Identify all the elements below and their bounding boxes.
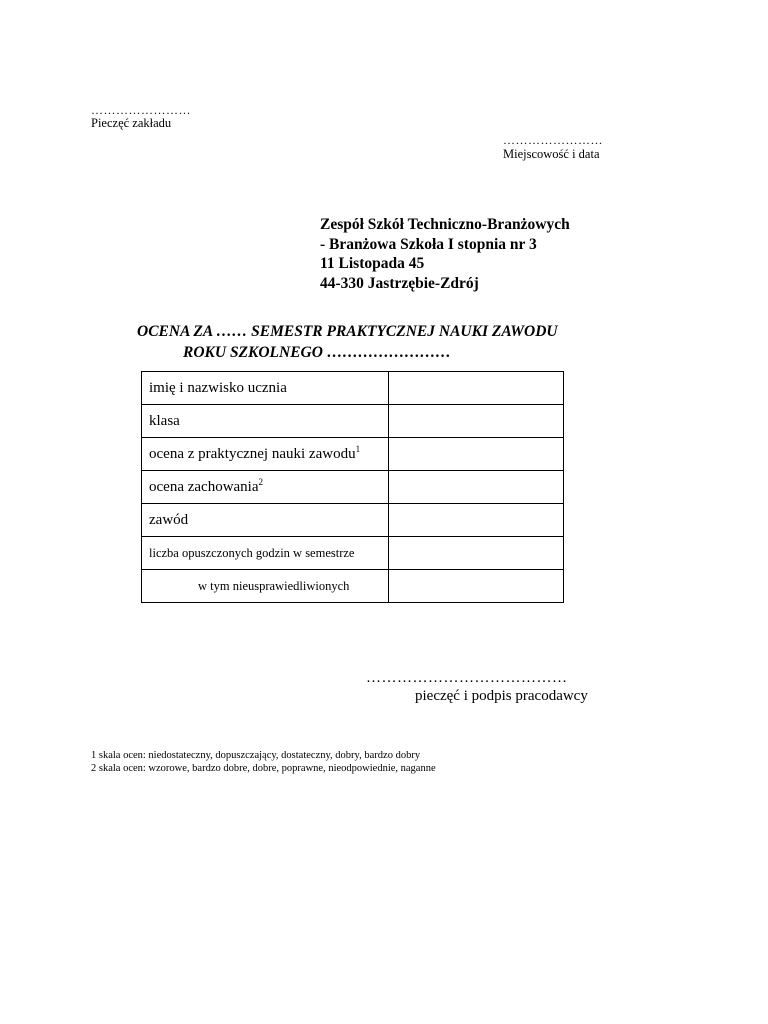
row-label-behavior-grade: ocena zachowania$^2$ xyxy=(142,471,389,504)
company-stamp-dots: …………………… xyxy=(91,103,191,117)
address-line-1: Zespół Szkół Techniczno-Branżowych xyxy=(320,216,570,233)
table-row xyxy=(142,570,564,603)
address-line-4: 44-330 Jastrzębie-Zdrój xyxy=(320,274,479,292)
row-label-unexcused-hours: w tym nieusprawiedliwionych xyxy=(142,570,389,603)
table-row xyxy=(142,405,564,438)
footnote-1: 1 skala ocen: niedostateczny, dopuszczający, dostateczny, dobry, bardzo dobry xyxy=(91,750,421,761)
address-line-3: 11 Listopada 45 xyxy=(320,255,425,272)
student-name-field[interactable] xyxy=(389,372,564,405)
table-row xyxy=(142,372,564,405)
place-date-dots: …………………… xyxy=(503,133,603,147)
form-title-line-1: OCENA ZA …… SEMESTR PRAKTYCZNEJ NAUKI ZAWODU xyxy=(137,323,558,340)
row-label-profession: zawód xyxy=(142,504,389,537)
footnote-ref-1: 1 xyxy=(355,443,361,454)
class-field[interactable] xyxy=(389,405,564,438)
footnote-ref-2: 2 xyxy=(258,476,264,487)
grades-table xyxy=(141,371,564,603)
company-stamp-label: Pieczęć zakładu xyxy=(91,116,172,130)
practical-grade-field[interactable] xyxy=(389,438,564,471)
table-row xyxy=(142,471,564,504)
row-label-class: klasa xyxy=(142,405,389,438)
missed-hours-field[interactable] xyxy=(389,537,564,570)
behavior-grade-field[interactable] xyxy=(389,471,564,504)
employer-signature-dots: ………………………………… xyxy=(366,670,568,686)
profession-field[interactable] xyxy=(389,504,564,537)
place-date-label: Miejscowość i data xyxy=(503,147,600,161)
table-row xyxy=(142,504,564,537)
form-title-line-2: ROKU SZKOLNEGO …………………… xyxy=(183,344,451,361)
employer-signature-label: pieczęć i podpis pracodawcy xyxy=(415,688,588,704)
row-label-student-name: imię i nazwisko ucznia xyxy=(142,372,389,405)
table-row xyxy=(142,537,564,570)
row-label-practical-grade: ocena z praktycznej nauki zawodu$^1$ xyxy=(142,438,389,471)
table-row xyxy=(142,438,564,471)
address-line-2: - Branżowa Szkoła I stopnia nr 3 xyxy=(320,235,537,253)
footnote-2: 2 skala ocen: wzorowe, bardzo dobre, dobre, poprawne, nieodpowiednie, naganne xyxy=(91,763,436,774)
row-label-missed-hours: liczba opuszczonych godzin w semestrze xyxy=(142,537,389,570)
unexcused-hours-field[interactable] xyxy=(389,570,564,603)
school-address xyxy=(320,215,570,293)
